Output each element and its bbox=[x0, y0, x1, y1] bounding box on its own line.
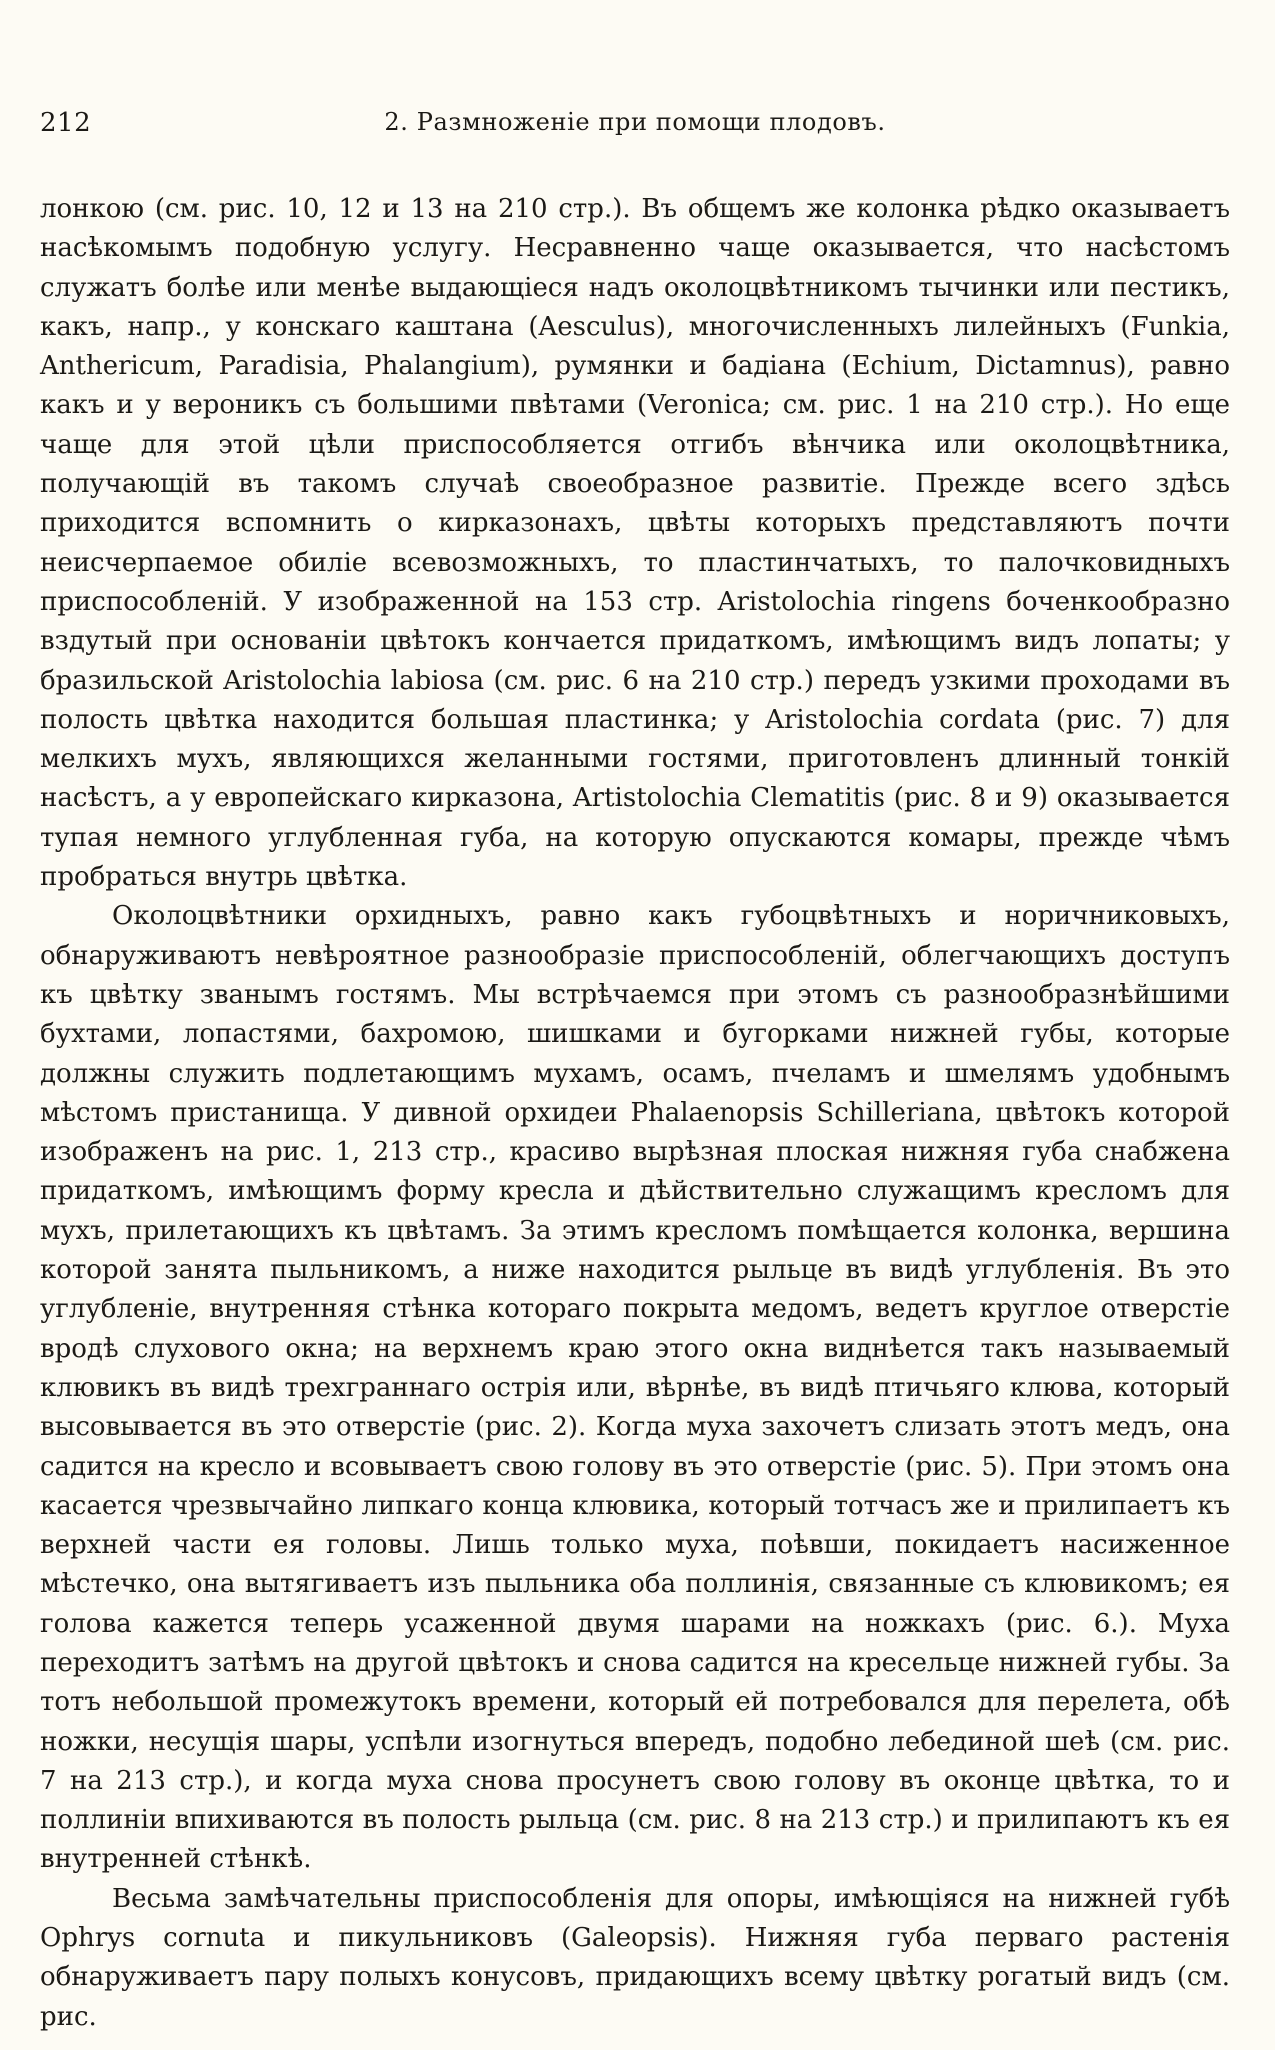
paragraph: Околоцвѣтники орхидныхъ, равно какъ губоцвѣтныхъ и норичниковыхъ, обнаруживаютъ невѣроятное разнообразіе приспособленій, облегчающихъ доступъ къ цвѣтку званымъ гостямъ. Мы встрѣчаемся при этомъ съ разнообразнѣйшими бухтами, лопастями, бахромою, шишками и бугорками нижней губы, которые должны служить подлетающимъ мухамъ, осамъ, пчеламъ и шмелямъ удобнымъ мѣстомъ пристанища. У дивной орхидеи Phalaenopsis Schilleriana, цвѣтокъ которой изображенъ на рис. 1, 213 стр., красиво вырѣзная плоская нижняя губа снабжена придаткомъ, имѣющимъ форму кресла и дѣйствительно служащимъ кресломъ для мухъ, прилетающихъ къ цвѣтамъ. За этимъ кресломъ помѣщается колонка, вершина которой занята пыльникомъ, а ниже находится рыльце въ видѣ углубленія. Въ это углубленіе, внутренняя стѣнка котораго покрыта медомъ, ведетъ круглое отверстіе вродѣ слухового окна; на верхнемъ краю этого окна виднѣется такъ называемый клювикъ въ видѣ трехграннаго острія или, вѣрнѣе, въ видѣ птичьяго клюва, который высовывается въ это отверстіе (рис. 2). Когда муха захочетъ слизать этотъ медъ, она садится на кресло и всовываетъ свою голову въ это отверстіе (рис. 5). При этомъ она касается чрезвычайно липкаго конца клювика, который тотчасъ же и прилипаетъ къ верхней части ея головы. Лишь только муха, поѣвши, покидаетъ насиженное мѣстечко, она вытягиваетъ изъ пыльника оба поллинія, связанные съ клювикомъ; ея голова кажется теперь усаженной двумя шарами на ножкахъ (рис. 6.). Муха переходитъ затѣмъ на другой цвѣтокъ и снова садится на кресельце нижней губы. За тотъ небольшой промежутокъ времени, который ей потребовался для перелета, обѣ ножки, несущія шары, успѣли изогнуться впередъ, подобно лебединой шеѣ (см. рис. 7 на 213 стр.), и когда муха снова просунетъ свою голову въ оконце цвѣтка, то и поллиніи впихиваются въ полость рыльца (см. рис. 8 на 213 стр.) и прилипаютъ къ ея внутренней стѣнкѣ. bbox=[40, 901, 1230, 1875]
page-header bbox=[40, 108, 1230, 148]
page-number: 212 bbox=[40, 108, 92, 138]
paragraph: Весьма замѣчательны приспособленія для опоры, имѣющіяся на нижней губѣ Ophrys cornuta и пикульниковъ (Galeopsis). Нижняя губа перваго растенія обнаруживаетъ пару полыхъ конусовъ, придающихъ всему цвѣтку рогатый видъ (см. рис. bbox=[40, 1883, 1230, 2032]
body-text bbox=[40, 190, 1230, 2037]
running-title: 2. Размноженіе при помощи плодовъ. bbox=[384, 108, 886, 136]
paragraph: лонкою (см. рис. 10, 12 и 13 на 210 стр.). Въ общемъ же колонка рѣдко оказываетъ насѣкомымъ подобную услугу. Несравненно чаще оказывается, что насѣстомъ служатъ болѣе или менѣе выдающіеся надъ околоцвѣтникомъ тычинки или пестикъ, какъ, напр., у конскаго каштана (Aesculus), многочисленныхъ лилейныхъ (Funkia, Anthericum, Paradisia, Phalangium), румянки и бадіана (Echium, Dictamnus), равно какъ и у вероникъ съ большими пвѣтами (Veronica; см. рис. 1 на 210 стр.). Но еще чаще для этой цѣли приспособляется отгибъ вѣнчика или околоцвѣтника, получающій въ такомъ случаѣ своеобразное развитіе. Прежде всего здѣсь приходится вспомнить о кирказонахъ, цвѣты которыхъ представляютъ почти неисчерпаемое обиліе всевозможныхъ, то пластинчатыхъ, то палочковидныхъ приспособленій. У изображенной на 153 стр. Aristolochia ringens боченкообразно вздутый при основаніи цвѣтокъ кончается придаткомъ, имѣющимъ видъ лопаты; у бразильской Aristolochia labiosa (см. рис. 6 на 210 стр.) передъ узкими проходами въ полость цвѣтка находится большая пластинка; у Aristolochia cordata (рис. 7) для мелкихъ мухъ, являющихся желанными гостями, приготовленъ длинный тонкій насѣстъ, а у европейскаго кирказона, Artistolochia Clematitis (рис. 8 и 9) оказывается тупая немного углубленная губа, на которую опускаются комары, прежде чѣмъ пробраться внутрь цвѣтка. bbox=[40, 194, 1230, 893]
